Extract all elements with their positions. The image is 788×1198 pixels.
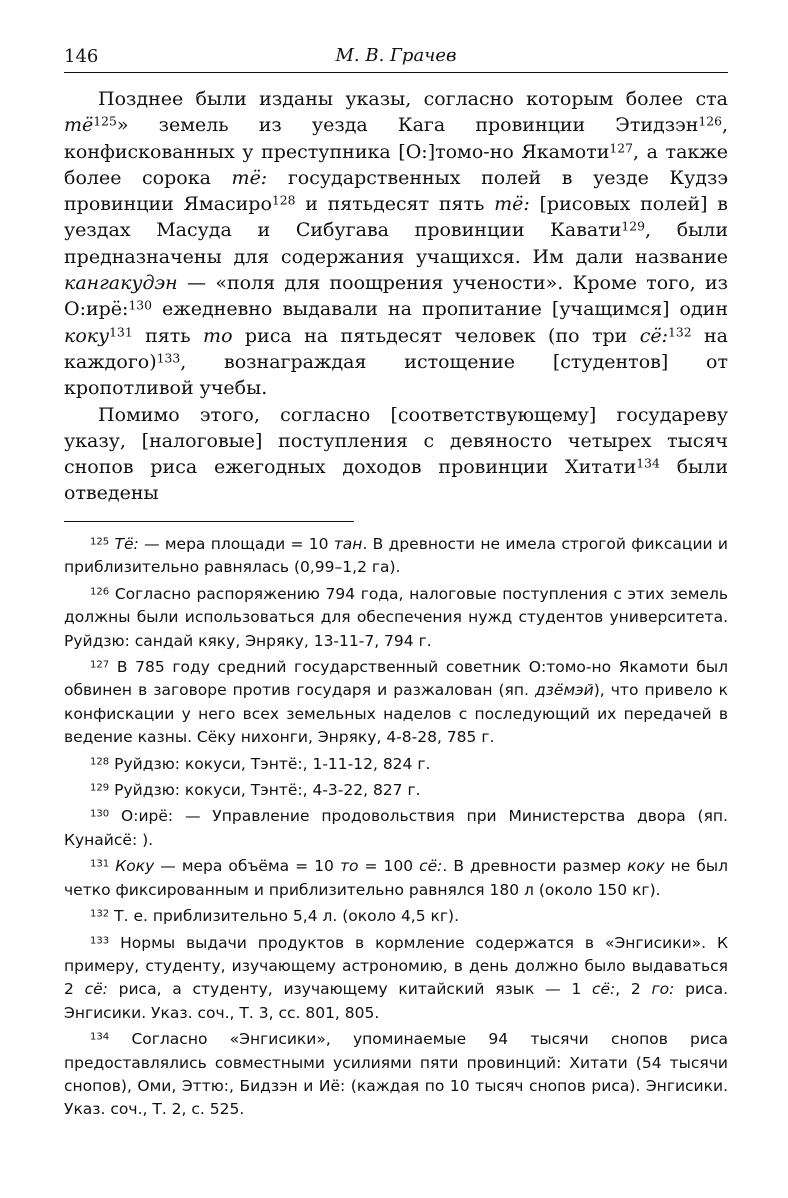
footnote-number: 127 (90, 659, 110, 671)
text-run: , вознаграждая истощение [студентов] от кропотливой учебы. (64, 350, 728, 400)
text-run: и пятьдесят пять (295, 193, 495, 216)
footnote (64, 583, 728, 653)
paragraph (64, 86, 728, 402)
term: дзёмэй (534, 681, 594, 700)
footnote-ref: 126 (698, 114, 722, 129)
paragraph (64, 402, 728, 507)
footnote-ref: 127 (609, 141, 633, 156)
footnote-ref: 133 (156, 351, 181, 366)
footnote-ref: 128 (271, 193, 296, 208)
term: тан (333, 535, 363, 553)
term: коку (64, 324, 110, 347)
text-run: риса. Энгисики. Указ. соч., Т. 3, сс. 801, 805. (64, 980, 728, 1022)
text-run: ), что привело к конфискации у него всех земельных наделов с последующий их передачей в ведение казны. Сёку нихонги, Энряку, 4-8-28, 785 г. (64, 681, 728, 747)
text-run: государственных полей в уезде Кудзэ провинции Ямасиро (64, 166, 729, 216)
footnote-number: 133 (90, 934, 110, 946)
text-run: Т. е. приблизительно 5,4 л. (около 4,5 кг). (109, 907, 459, 926)
text-run: Согласно распоряжению 794 года, налоговые поступления с этих земель должны были использоваться для обеспечения нужд студентов университета. Руйдзю: сандай кяку, Энряку, 13-11-7, 794 г. (64, 584, 728, 650)
footnote-number: 134 (90, 1031, 110, 1043)
page-header (64, 44, 728, 73)
term: сё: (639, 324, 669, 347)
term: го: (651, 980, 675, 999)
text-run: на каждого) (64, 324, 728, 373)
footnote-number: 128 (90, 756, 110, 768)
text-run: — мера объёма = 10 (154, 857, 340, 876)
term: коку (627, 857, 665, 876)
footnote (64, 533, 728, 580)
term: сё: (84, 980, 108, 999)
text-run: , а также более сорока (64, 140, 728, 189)
text-run: О:ирё: — Управление продовольствия при Министерства двора (яп. Кунайсё: ). (64, 807, 728, 849)
text-run: . В древности не имела строгой фиксации и приблизительно равнялась (0,99–1,2 га). (64, 535, 728, 577)
footnote (64, 905, 728, 928)
footnote-number: 130 (90, 808, 110, 820)
text-run: , были предназначены для содержания учащихся. Им дали название (64, 219, 728, 268)
term: то (339, 857, 359, 876)
running-title: М. В. Грачев (335, 45, 457, 66)
term: кангакудэн (64, 272, 178, 295)
main-text (64, 86, 728, 507)
footnotes (64, 533, 728, 1125)
footnote-ref: 125 (93, 114, 117, 129)
footnote (64, 855, 728, 902)
footnote-ref: 131 (109, 325, 133, 340)
term: тё: (494, 193, 530, 216)
text-run: не был четко фиксированным и приблизительно равнялся 180 л (около 150 кг). (64, 857, 728, 899)
term: Коку (115, 857, 155, 876)
text-run: Согласно «Энгисики», упоминаемые 94 тысячи снопов риса предоставлялись совместными усилиями пяти провинций: Хитати (54 тысячи снопов), Оми, Эттю:, Бидзэн и Иё: (каждая по 10 тысяч снопов риса). Энгисики. Указ. соч., Т. 2, с. 525. (64, 1030, 728, 1119)
term: тё: (231, 166, 268, 189)
footnote-number: 126 (90, 586, 110, 598)
text-run: риса на пятьдесят человек (по три (232, 324, 640, 347)
term: сё: (419, 857, 443, 876)
text-run: Руйдзю: кокуси, Тэнтё:, 4-3-22, 827 г. (109, 781, 421, 800)
footnote-ref: 132 (668, 325, 692, 340)
footnote-ref: 129 (621, 219, 645, 234)
footnote (64, 1028, 728, 1122)
footnote-ref: 130 (128, 298, 153, 313)
footnote-ref: 134 (636, 456, 660, 471)
footnote-separator (64, 521, 354, 522)
text-run: Помимо этого, согласно [соответствующему] государеву указу, [налоговые] поступления с девяносто четырех тысяч снопов риса ежегодных доходов провинции Хитати (64, 403, 728, 479)
text-run: [рисовых полей] в уездах Масуда и Сибугава провинции Кавати (64, 193, 728, 242)
page-number: 146 (64, 46, 99, 67)
footnote (64, 753, 728, 776)
footnote (64, 932, 728, 1026)
footnote (64, 656, 728, 750)
text-run: » земель из уезда Кага провинции Этидзэн (116, 114, 699, 137)
footnote-number: 125 (90, 536, 110, 548)
text-run: — мера площади = 10 (138, 535, 334, 553)
text-run: , 2 (615, 980, 652, 999)
footnote-number: 131 (90, 858, 110, 870)
footnote-number: 129 (90, 782, 110, 794)
text-run: В 785 году средний государственный советник О:томо-но Якамоти был обвинен в заговоре против государя и разжалован (яп. (64, 658, 728, 700)
footnote (64, 805, 728, 852)
text-run: риса, а студенту, изучающему китайский язык — 1 (107, 980, 592, 999)
text-run: Позднее были изданы указы, согласно которым более ста (98, 88, 728, 110)
term: сё: (591, 980, 616, 999)
text-run: — «поля для поощрения учености». Кроме того, из О:ирё: (64, 272, 728, 321)
footnote (64, 779, 728, 802)
text-run: Руйдзю: кокуси, Тэнтё:, 1-11-12, 824 г. (109, 754, 431, 773)
term: то (203, 324, 233, 347)
footnote-number: 132 (90, 908, 110, 920)
term: тё (64, 114, 94, 137)
text-run: Нормы выдачи продуктов в кормление содержатся в «Энгисики». К примеру, студенту, изучающему астрономию, в день должно было выдаваться 2 (64, 933, 728, 999)
text-run: ежедневно выдавали на пропитание [учащимся] один (152, 298, 728, 321)
text-run: = 100 (358, 857, 420, 876)
text-run: , конфискованных у преступника [О:]томо-но Якамоти (64, 114, 728, 163)
term: Тё: (114, 535, 139, 553)
text-run: пять (132, 324, 204, 347)
text-run: были отведены (64, 456, 728, 505)
text-run: . В древности размер (442, 857, 628, 876)
